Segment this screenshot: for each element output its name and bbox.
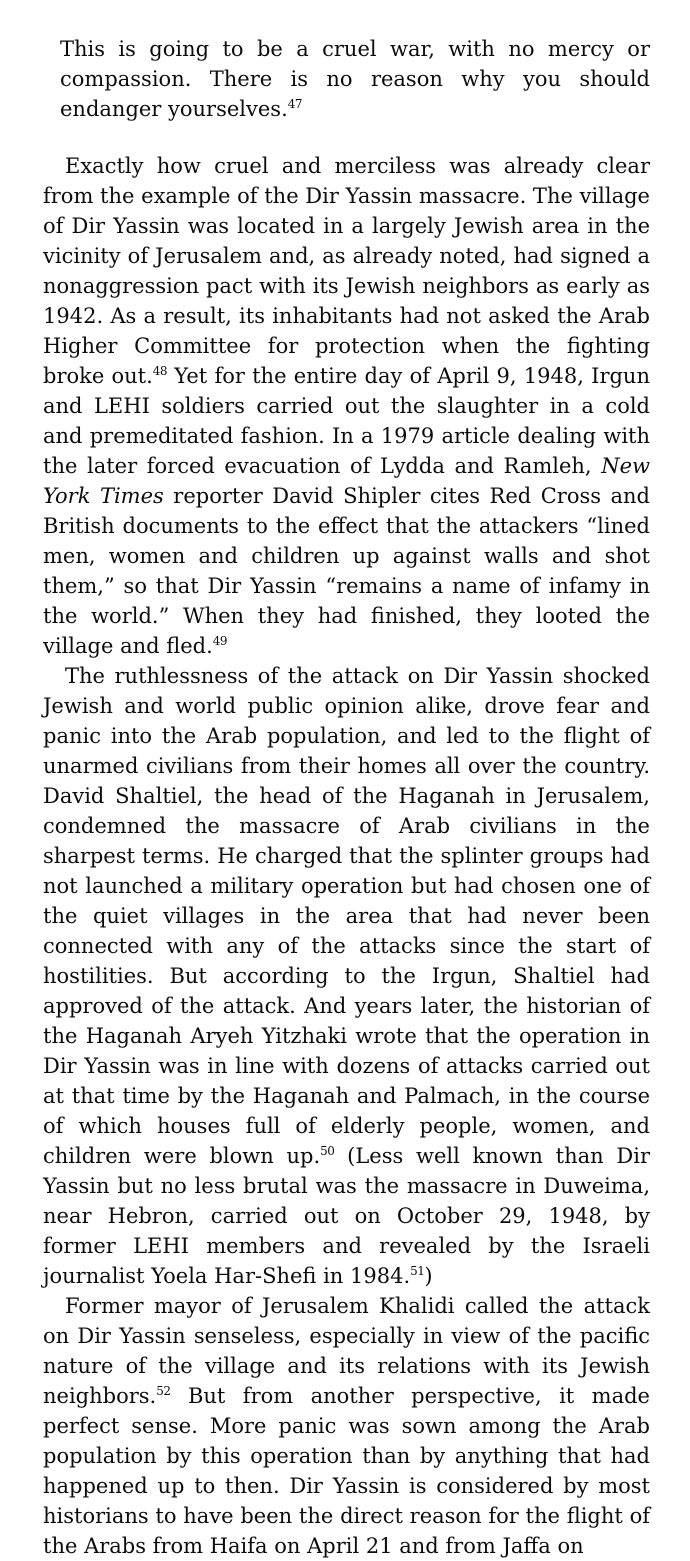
body-text (43, 151, 650, 1561)
footnote-ref: 47 (287, 97, 303, 111)
text-run: reporter David Shipler cites Red Cross and British documents to the effect that the attackers “lined men, women and children up against walls and shot them,” so that Dir Yassin “remains a name of infamy in the world.” When they had finished, they looted the village and fled. (43, 484, 651, 658)
italic-text: New York Times (43, 454, 650, 508)
text-run: Former mayor of Jerusalem Khalidi called the attack on Dir Yassin senseless, especially in view of the pacific nature of the village and its relations with its Jewish neighbors. (43, 1294, 650, 1408)
text-run: ) (424, 1264, 433, 1288)
epigraph-text: This is going to be a cruel war, with no mercy or compassion. There is no reason why you should endanger yourselves. (60, 37, 650, 121)
paragraph (43, 1291, 650, 1561)
text-run: The ruthlessness of the attack on Dir Yassin shocked Jewish and world public opinion alike, drove fear and panic into the Arab population, and led to the flight of unarmed civilians from their homes all over the country. David Shaltiel, the head of the Haganah in Jerusalem, condemned the massacre of Arab civilians in the sharpest terms. He charged that the splinter groups had not launched a military operation but had chosen one of the quiet villages in the area that had never been connected with any of the attacks since the start of hostilities. But according to the Irgun, Shaltiel had approved of the attack. And years later, the historian of the Haganah Aryeh Yitzhaki wrote that the operation in Dir Yassin was in line with dozens of attacks carried out at that time by the Haganah and Palmach, in the course of which houses full of elderly people, women, and children were blown up. (43, 664, 650, 1168)
footnote-ref: 51 (410, 1264, 425, 1278)
footnote-ref: 48 (152, 364, 168, 378)
paragraph (43, 661, 650, 1291)
text-run: Exactly how cruel and merciless was already clear from the example of the Dir Yassin massacre. The village of Dir Yassin was located in a largely Jewish area in the vicinity of Jerusalem and, as already noted, had signed a nonaggression pact with its Jewish neighbors as early as 1942. As a result, its inhabitants had not asked the Arab Higher Committee for protection when the fighting broke out. (43, 154, 650, 388)
epigraph-quote (60, 34, 650, 124)
text-run: But from another perspective, it made perfect sense. More panic was sown among the Arab population by this operation than by anything that had happened up to then. Dir Yassin is considered by most historians to have been the direct reason for the flight of the Arabs from Haifa on April 21 and from Jaffa on (43, 1384, 650, 1558)
footnote-ref: 49 (212, 634, 228, 648)
footnote-ref: 52 (156, 1384, 171, 1398)
paragraph (43, 151, 650, 661)
text-run: Yet for the entire day of April 9, 1948, Irgun and LEHI soldiers carried out the slaughter in a cold and premeditated fashion. In a 1979 article dealing with the later forced evacuation of Lydda and Ramleh, (43, 364, 650, 478)
footnote-ref: 50 (320, 1144, 335, 1158)
text-run: (Less well known than Dir Yassin but no less brutal was the massacre in Duweima, near Hebron, carried out on October 29, 1948, by former LEHI members and revealed by the Israeli journalist Yoela Har-Shefi in 1984. (43, 1144, 650, 1288)
